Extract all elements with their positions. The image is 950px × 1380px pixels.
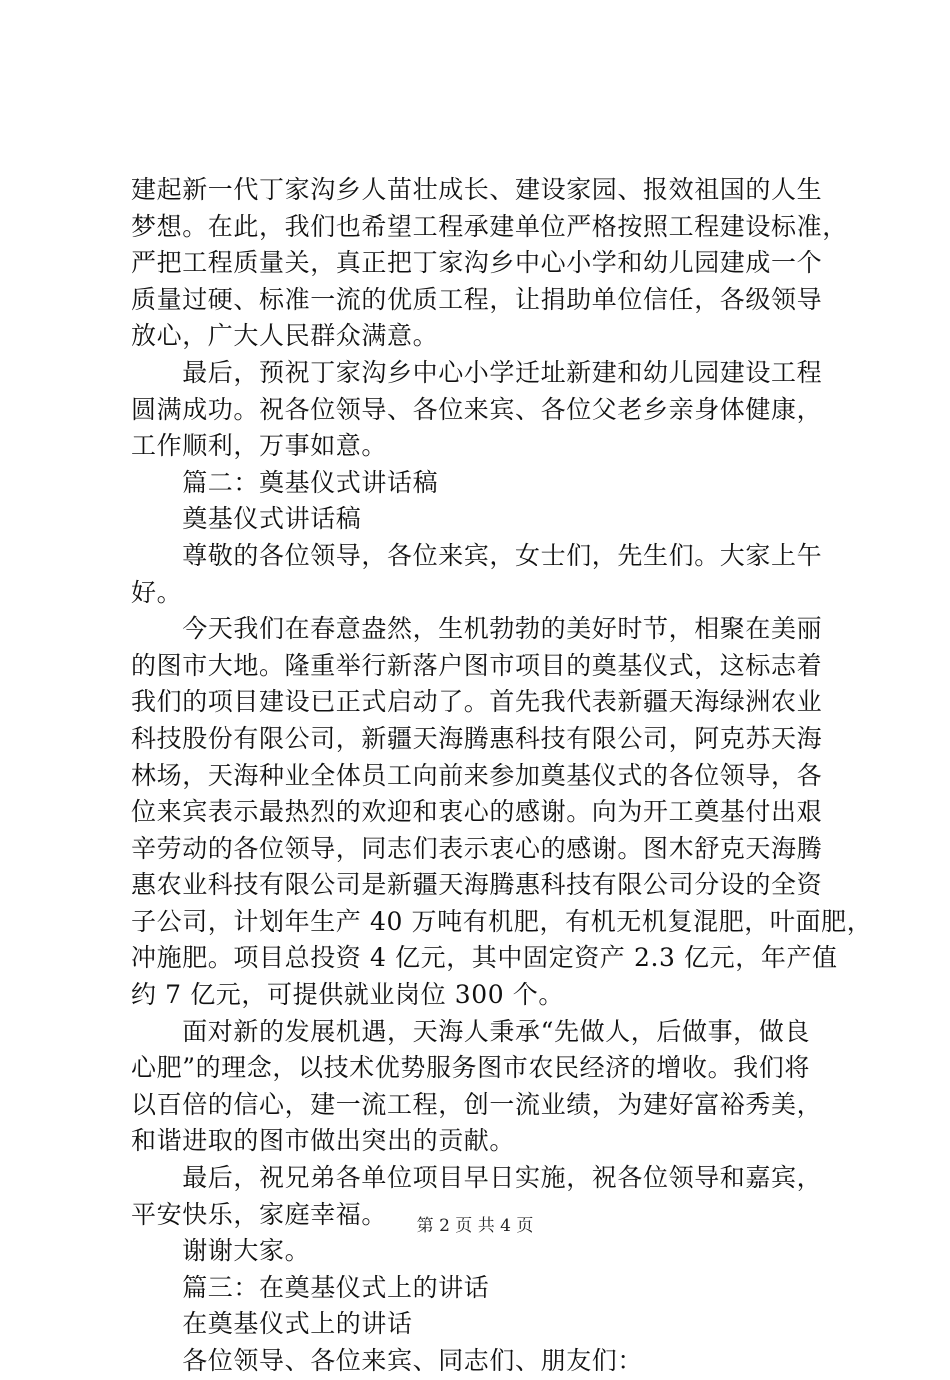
text-line: 面对新的发展机遇，天海人秉承“先做人，后做事，做良 — [131, 1016, 810, 1046]
text-line: 圆满成功。祝各位领导、各位来宾、各位父老乡亲身体健康， — [131, 394, 823, 424]
text-line: 科技股份有限公司，新疆天海腾惠科技有限公司，阿克苏天海 — [131, 723, 823, 753]
text-line: 工作顺利，万事如意。 — [131, 431, 388, 461]
text-line: 好。 — [131, 577, 183, 607]
text-line: 梦想。在此，我们也希望工程承建单位严格按照工程建设标准， — [131, 211, 848, 241]
text-line: 心肥”的理念，以技术优势服务图市农民经济的增收。我们将 — [131, 1053, 810, 1083]
section-heading: 篇三：在奠基仪式上的讲话 — [131, 1272, 490, 1302]
text-line: 各位领导、各位来宾、同志们、朋友们： — [131, 1346, 644, 1375]
document-body — [131, 172, 873, 1380]
section-heading: 篇二：奠基仪式讲话稿 — [131, 467, 439, 497]
text-line: 和谐进取的图市做出突出的贡献。 — [131, 1126, 516, 1156]
text-line: 今天我们在春意盎然，生机勃勃的美好时节，相聚在美丽 — [131, 614, 823, 644]
page-footer — [0, 1214, 950, 1238]
text-line: 冲施肥。项目总投资 4 亿元，其中固定资产 2.3 亿元，年产值 — [131, 943, 838, 973]
text-line: 尊敬的各位领导，各位来宾，女士们，先生们。大家上午 — [131, 540, 823, 570]
text-line: 建起新一代丁家沟乡人苗壮成长、建设家园、报效祖国的人生 — [131, 175, 823, 204]
text-line: 平安快乐，家庭幸福。 — [131, 1199, 388, 1229]
text-line: 辛劳动的各位领导，同志们表示衷心的感谢。图木舒克天海腾 — [131, 833, 823, 863]
text-line: 的图市大地。隆重举行新落户图市项目的奠基仪式，这标志着 — [131, 650, 823, 680]
text-line: 放心，广大人民群众满意。 — [131, 321, 439, 351]
text-line: 林场，天海种业全体员工向前来参加奠基仪式的各位领导，各 — [131, 760, 823, 790]
text-line: 以百倍的信心，建一流工程，创一流业绩，为建好富裕秀美， — [131, 1089, 823, 1119]
text-line: 位来宾表示最热烈的欢迎和衷心的感谢。向为开工奠基付出艰 — [131, 797, 823, 827]
text-line: 最后，祝兄弟各单位项目早日实施，祝各位领导和嘉宾， — [131, 1163, 823, 1193]
speech-title: 奠基仪式讲话稿 — [131, 504, 362, 534]
text-line: 我们的项目建设已正式启动了。首先我代表新疆天海绿洲农业 — [131, 687, 823, 717]
text-line: 子公司，计划年生产 40 万吨有机肥，有机无机复混肥，叶面肥， — [131, 906, 873, 936]
text-line: 质量过硬、标准一流的优质工程，让捐助单位信任，各级领导 — [131, 284, 823, 314]
text-line: 谢谢大家。 — [131, 1236, 311, 1266]
page-number: 第 2 页 共 4 页 — [416, 1216, 534, 1236]
speech-title: 在奠基仪式上的讲话 — [131, 1309, 413, 1339]
text-line: 最后，预祝丁家沟乡中心小学迁址新建和幼儿园建设工程 — [131, 357, 823, 387]
text-line: 约 7 亿元，可提供就业岗位 300 个。 — [131, 980, 565, 1010]
text-line: 严把工程质量关，真正把丁家沟乡中心小学和幼儿园建成一个 — [131, 248, 823, 278]
text-line: 惠农业科技有限公司是新疆天海腾惠科技有限公司分设的全资 — [131, 870, 823, 900]
